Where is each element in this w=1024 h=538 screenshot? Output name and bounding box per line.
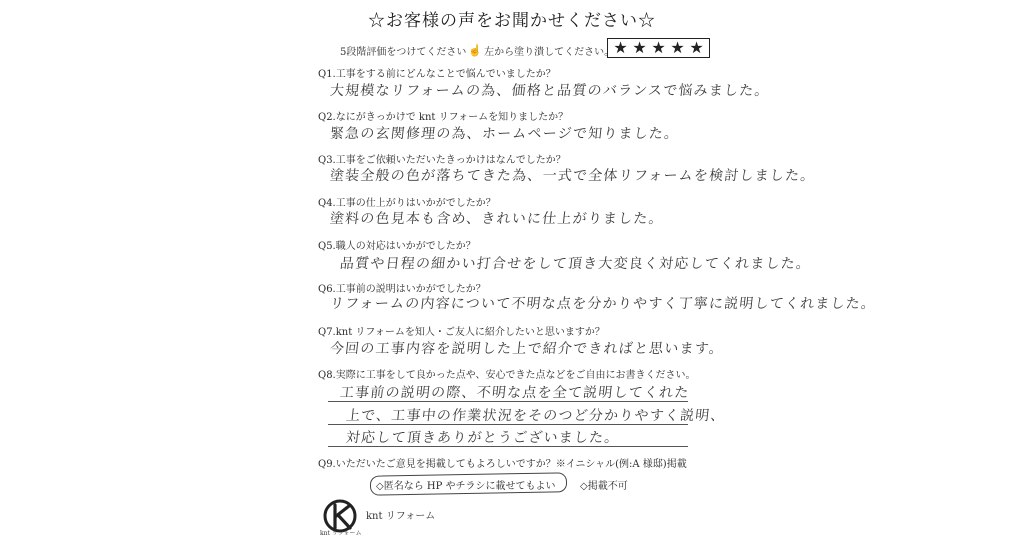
answer-1: 大規模なリフォームの為、価格と品質のバランスで悩みました。 [329,83,771,99]
question-6: Q6.工事前の説明はいかがでしたか？ [318,284,486,295]
answer-7: 今回の工事内容を説明した上で紹介できればと思います。 [329,341,725,357]
question-9: Q9.いただいたご意見を掲載してもよろしいですか？※イニシャル(例:A 様邸)掲載 [318,459,687,470]
star-icon: ★ [613,38,628,57]
rating-hint: 左から塗り潰してください。 [484,46,615,58]
ruled-line [328,446,688,447]
rating-prompt-row [340,40,614,60]
option-no-publish: ◇掲載不可 [580,481,628,492]
pointing-hand-icon: ☝ [468,43,483,57]
logo-subtext: knt リフォーム [320,530,362,537]
ruled-line [328,424,688,425]
logo-name: knt リフォーム [366,511,436,522]
star-icon: ★ [632,38,647,57]
question-1: Q1.工事をする前にどんなことで悩んでいましたか？ [318,69,556,80]
answer-6: リフォームの内容について不明な点を分かりやすく丁寧に説明してくれました。 [329,296,877,312]
answer-3: 塗装全般の色が落ちてきた為、一式で全体リフォームを検討しました。 [329,168,817,184]
ruled-line [328,401,688,402]
answer-5: 品質や日程の細かい打合せをして頂き大変良く対応してくれました。 [339,256,812,272]
answer-8-line-3: 対応して頂きありがとうございました。 [345,430,621,446]
star-icon: ★ [670,38,685,57]
option-publish-anonymous: ◇匿名なら HP やチラシに載せてもよい [376,481,556,492]
star-rating-box [607,38,710,58]
star-icon: ★ [651,38,666,57]
answer-2: 緊急の玄関修理の為、ホームページで知りました。 [329,126,681,142]
question-5: Q5.職人の対応はいかがでしたか？ [318,241,476,252]
page-title: ☆お客様の声をお聞かせください☆ [368,11,656,31]
question-3: Q3.工事をご依頼いただいたきっかけはなんでしたか？ [318,155,566,166]
question-7: Q7.knt リフォームを知人・ご友人に紹介したいと思いますか？ [318,327,605,338]
question-8: Q8.実際に工事をして良かった点や、安心できた点などをご自由にお書きください。 [318,370,696,381]
rating-prompt: 5段階評価をつけてください [340,46,467,58]
question-4: Q4.工事の仕上がりはいかがでしたか？ [318,198,496,209]
answer-8-line-2: 上で、工事中の作業状況をそのつど分かりやすく説明、 [345,408,727,424]
question-2: Q2.なにがきっかけで knt リフォームを知りましたか？ [318,112,569,123]
star-icon: ★ [689,38,704,57]
answer-4: 塗料の色見本も含め、きれいに仕上がりました。 [329,211,665,227]
answer-8-line-1: 工事前の説明の際、不明な点を全て説明してくれた [339,385,691,401]
